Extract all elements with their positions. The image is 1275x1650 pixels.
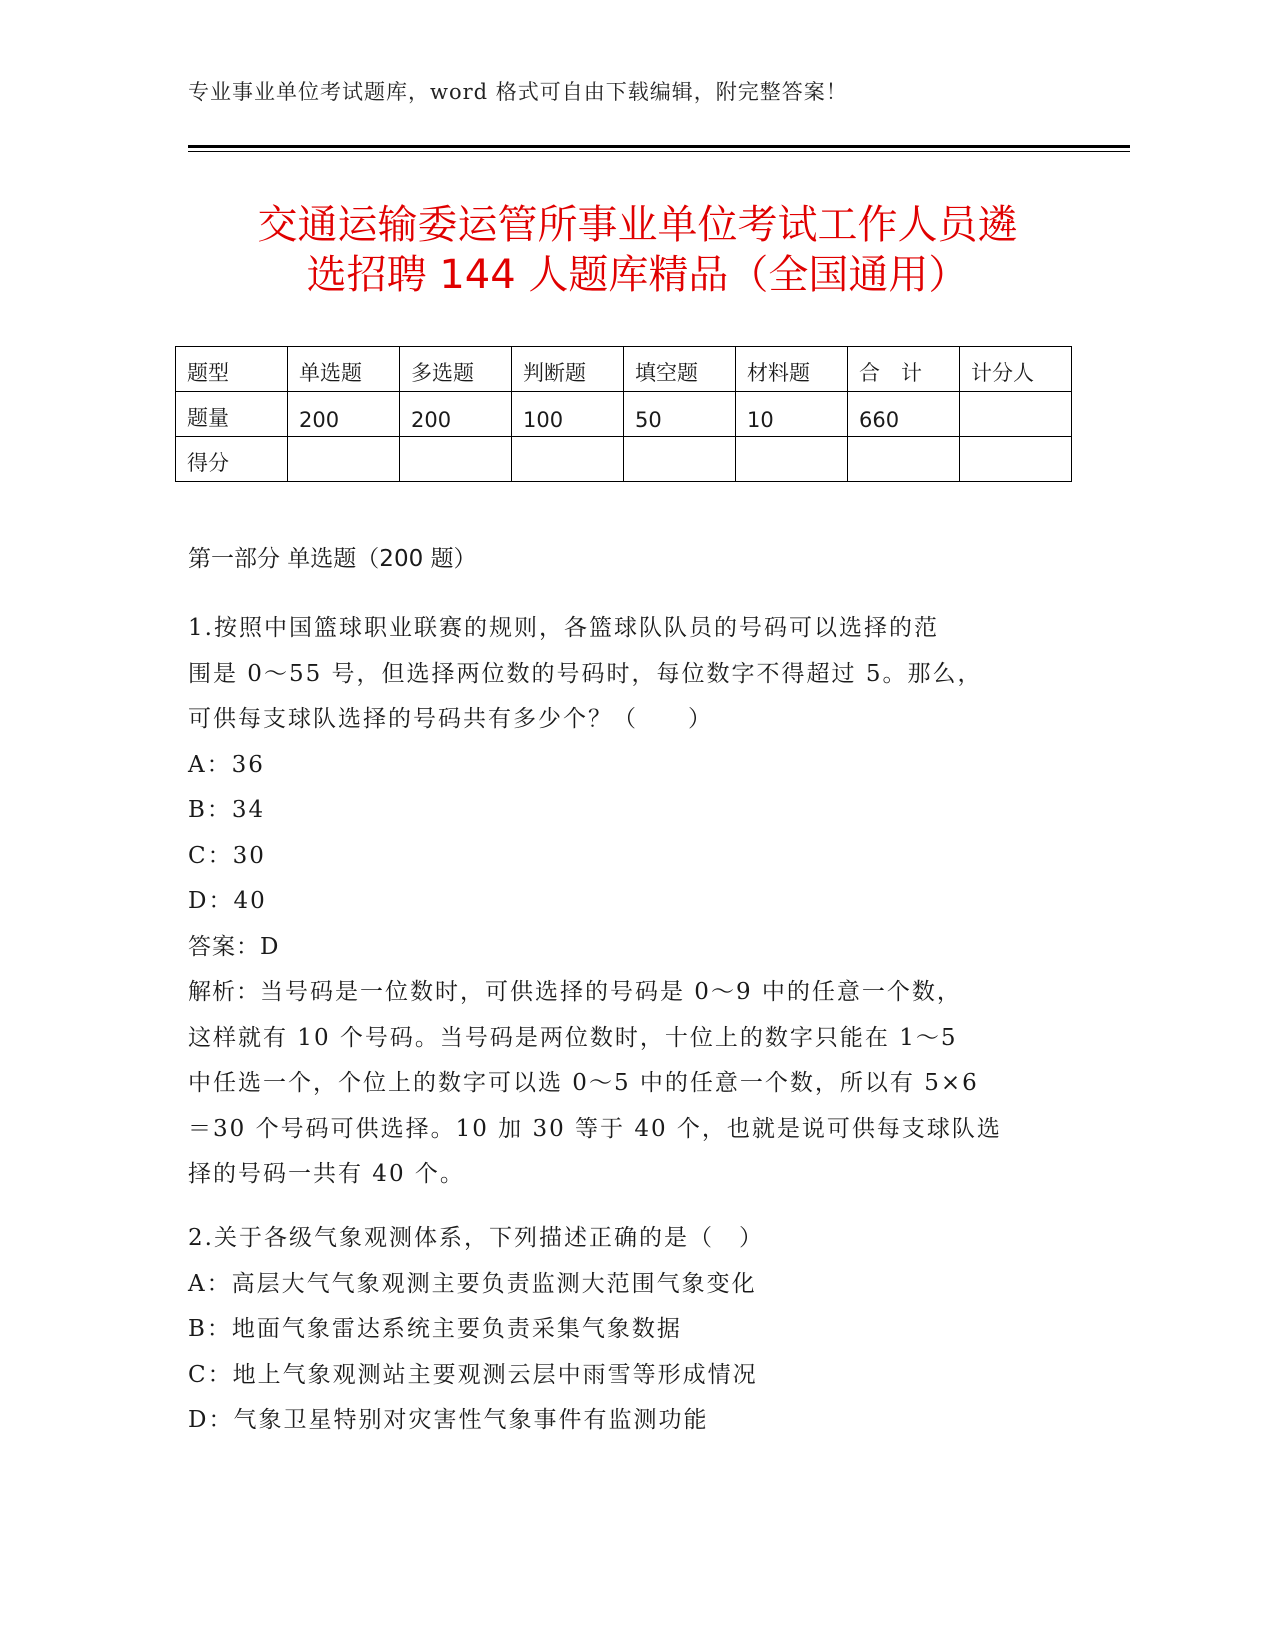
- table-cell: 多选题: [400, 347, 512, 392]
- section-heading: 第一部分 单选题（200 题）: [188, 546, 477, 572]
- table-cell: [960, 437, 1072, 482]
- table-cell: 660: [848, 392, 960, 437]
- question-text-line: 1.按照中国篮球职业联赛的规则，各篮球队队员的号码可以选择的范: [188, 615, 939, 641]
- analysis-text-line: 中任选一个，个位上的数字可以选 0～5 中的任意一个数，所以有 5×6: [188, 1070, 979, 1096]
- score-table-score-row: [176, 437, 1072, 482]
- table-cell: 判断题: [512, 347, 624, 392]
- table-cell: 得分: [176, 437, 288, 482]
- table-cell: 填空题: [624, 347, 736, 392]
- score-table: [175, 346, 1072, 482]
- question-1: [188, 606, 1088, 1198]
- header-rule-thick: [188, 145, 1130, 148]
- option-b: B：34: [188, 797, 266, 823]
- question-text-line: 可供每支球队选择的号码共有多少个？（ ）: [188, 706, 713, 732]
- table-cell: [624, 437, 736, 482]
- analysis-text-line: 择的号码一共有 40 个。: [188, 1161, 465, 1187]
- table-cell: 200: [288, 392, 400, 437]
- analysis-text-line: 这样就有 10 个号码。当号码是两位数时，十位上的数字只能在 1～5: [188, 1024, 958, 1051]
- table-cell: 合 计: [848, 347, 960, 392]
- question-text-line: 围是 0～55 号，但选择两位数的号码时，每位数字不得超过 5。那么，: [188, 660, 983, 687]
- score-table-count-row: [176, 392, 1072, 437]
- question-2: [188, 1216, 1088, 1444]
- analysis-line: [188, 970, 1088, 1016]
- option-b: B：地面气象雷达系统主要负责采集气象数据: [188, 1316, 682, 1342]
- title-line-1: 交通运输委运管所事业单位考试工作人员遴: [257, 202, 1018, 248]
- option-d: D：气象卫星特别对灾害性气象事件有监测功能: [188, 1407, 709, 1433]
- answer-value: D: [260, 933, 281, 960]
- option-a: A：高层大气气象观测主要负责监测大范围气象变化: [188, 1270, 757, 1297]
- table-cell: 材料题: [736, 347, 848, 392]
- table-cell: [400, 437, 512, 482]
- option-c: C：30: [188, 842, 266, 869]
- score-table-header-row: [176, 347, 1072, 392]
- table-cell: [512, 437, 624, 482]
- table-cell: 题量: [176, 392, 288, 437]
- table-cell: 10: [736, 392, 848, 437]
- table-cell: 100: [512, 392, 624, 437]
- analysis-text-line: ＝30 个号码可供选择。10 加 30 等于 40 个，也就是说可供每支球队选: [188, 1115, 1002, 1142]
- table-cell: [960, 392, 1072, 437]
- analysis-text: 当号码是一位数时，可供选择的号码是 0～9 中的任意一个数，: [260, 979, 962, 1005]
- header-rule-thin: [188, 151, 1130, 152]
- option-d: D：40: [188, 888, 267, 914]
- answer-line: [188, 925, 1088, 971]
- table-cell: 50: [624, 392, 736, 437]
- table-cell: [848, 437, 960, 482]
- question-text-line: 2.关于各级气象观测体系，下列描述正确的是（ ）: [188, 1225, 764, 1251]
- table-cell: 200: [400, 392, 512, 437]
- title-line-2: 选招聘 144 人题库精品（全国通用）: [306, 252, 969, 298]
- table-cell: 题型: [176, 347, 288, 392]
- option-a: A：36: [188, 751, 265, 778]
- document-title: [150, 200, 1125, 300]
- document-header: 专业事业单位考试题库，word 格式可自由下载编辑，附完整答案！: [188, 80, 848, 104]
- table-cell: 单选题: [288, 347, 400, 392]
- option-c: C：地上气象观测站主要观测云层中雨雪等形成情况: [188, 1361, 758, 1388]
- table-cell: [288, 437, 400, 482]
- analysis-label: 解析：: [188, 979, 260, 1005]
- answer-label: 答案：: [188, 933, 260, 960]
- table-cell: [736, 437, 848, 482]
- table-cell: 计分人: [960, 347, 1072, 392]
